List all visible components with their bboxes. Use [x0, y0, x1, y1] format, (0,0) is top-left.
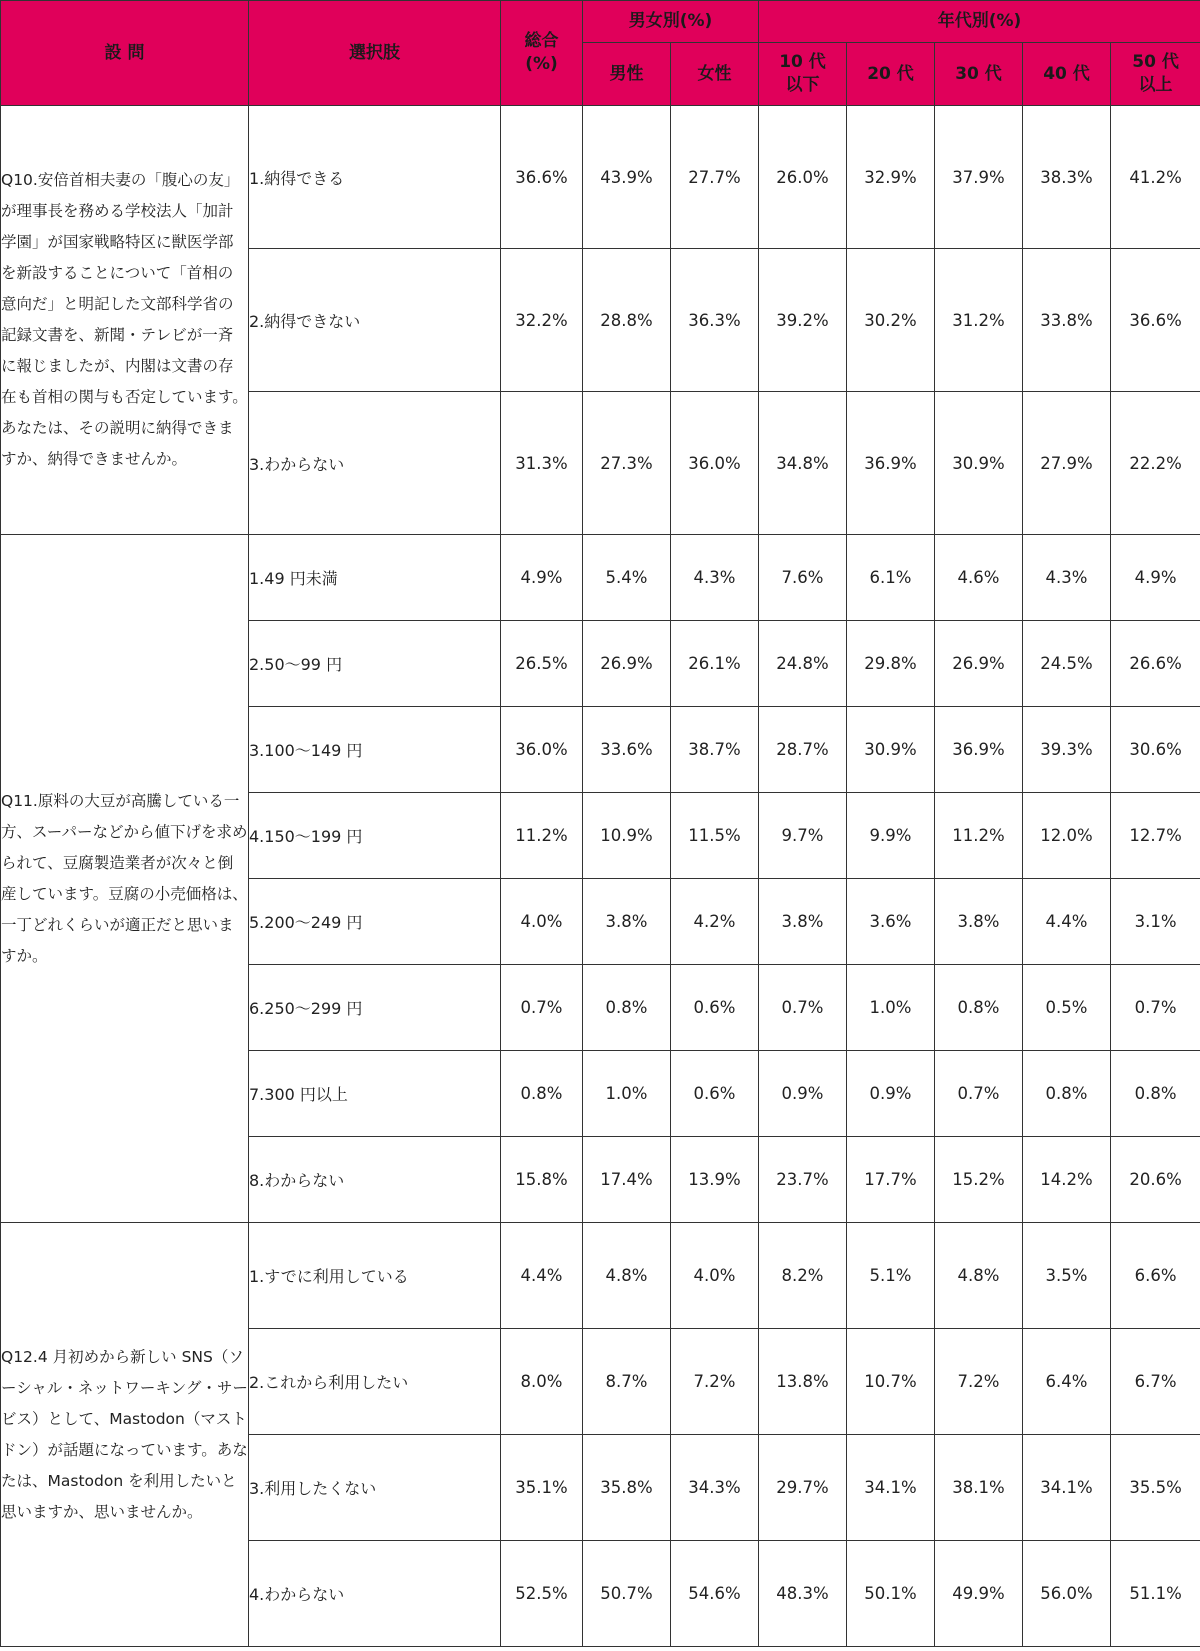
value-cell: 8.0% — [501, 1329, 583, 1435]
value-cell: 38.7% — [671, 707, 759, 793]
value-cell: 14.2% — [1023, 1137, 1111, 1223]
value-cell: 0.7% — [759, 965, 847, 1051]
header-age-50: 50 代 以上 — [1111, 43, 1200, 106]
value-cell: 24.8% — [759, 621, 847, 707]
option-label: 1.納得できる — [249, 106, 501, 249]
header-female: 女性 — [671, 43, 759, 106]
value-cell: 10.7% — [847, 1329, 935, 1435]
value-cell: 4.0% — [501, 879, 583, 965]
value-cell: 27.3% — [583, 392, 671, 535]
value-cell: 4.3% — [671, 535, 759, 621]
option-label: 2.50～99 円 — [249, 621, 501, 707]
value-cell: 5.4% — [583, 535, 671, 621]
value-cell: 13.8% — [759, 1329, 847, 1435]
question-text: Q12.4 月初めから新しい SNS（ソーシャル・ネットワーキング・サービス）として、Mastodon（マストドン）が話題になっています。あなたは、Mastodon を利用したいと思いますか、思いませんか。 — [1, 1223, 249, 1647]
value-cell: 0.6% — [671, 965, 759, 1051]
value-cell: 23.7% — [759, 1137, 847, 1223]
header-male: 男性 — [583, 43, 671, 106]
value-cell: 24.5% — [1023, 621, 1111, 707]
value-cell: 0.8% — [935, 965, 1023, 1051]
value-cell: 10.9% — [583, 793, 671, 879]
value-cell: 54.6% — [671, 1541, 759, 1647]
value-cell: 36.0% — [671, 392, 759, 535]
value-cell: 11.2% — [501, 793, 583, 879]
value-cell: 0.8% — [1023, 1051, 1111, 1137]
value-cell: 3.8% — [583, 879, 671, 965]
value-cell: 26.9% — [583, 621, 671, 707]
value-cell: 3.1% — [1111, 879, 1200, 965]
value-cell: 27.7% — [671, 106, 759, 249]
value-cell: 28.8% — [583, 249, 671, 392]
value-cell: 31.3% — [501, 392, 583, 535]
value-cell: 26.5% — [501, 621, 583, 707]
value-cell: 15.2% — [935, 1137, 1023, 1223]
value-cell: 1.0% — [847, 965, 935, 1051]
value-cell: 0.8% — [583, 965, 671, 1051]
value-cell: 35.5% — [1111, 1435, 1200, 1541]
header-total: 総合 (%) — [501, 1, 583, 106]
value-cell: 37.9% — [935, 106, 1023, 249]
value-cell: 4.8% — [935, 1223, 1023, 1329]
option-label: 6.250～299 円 — [249, 965, 501, 1051]
value-cell: 3.6% — [847, 879, 935, 965]
value-cell: 11.5% — [671, 793, 759, 879]
value-cell: 26.9% — [935, 621, 1023, 707]
value-cell: 8.2% — [759, 1223, 847, 1329]
option-label: 3.わからない — [249, 392, 501, 535]
value-cell: 6.7% — [1111, 1329, 1200, 1435]
option-label: 8.わからない — [249, 1137, 501, 1223]
value-cell: 3.8% — [759, 879, 847, 965]
value-cell: 9.9% — [847, 793, 935, 879]
header-age-10: 10 代 以下 — [759, 43, 847, 106]
value-cell: 0.7% — [501, 965, 583, 1051]
value-cell: 36.3% — [671, 249, 759, 392]
value-cell: 3.8% — [935, 879, 1023, 965]
value-cell: 6.4% — [1023, 1329, 1111, 1435]
value-cell: 36.0% — [501, 707, 583, 793]
value-cell: 48.3% — [759, 1541, 847, 1647]
value-cell: 0.9% — [847, 1051, 935, 1137]
value-cell: 8.7% — [583, 1329, 671, 1435]
value-cell: 34.8% — [759, 392, 847, 535]
option-label: 2.納得できない — [249, 249, 501, 392]
value-cell: 29.7% — [759, 1435, 847, 1541]
value-cell: 41.2% — [1111, 106, 1200, 249]
value-cell: 3.5% — [1023, 1223, 1111, 1329]
value-cell: 50.7% — [583, 1541, 671, 1647]
value-cell: 17.7% — [847, 1137, 935, 1223]
value-cell: 52.5% — [501, 1541, 583, 1647]
survey-body — [1, 106, 1200, 1647]
option-label: 1.すでに利用している — [249, 1223, 501, 1329]
option-label: 2.これから利用したい — [249, 1329, 501, 1435]
value-cell: 39.2% — [759, 249, 847, 392]
value-cell: 0.8% — [501, 1051, 583, 1137]
value-cell: 11.2% — [935, 793, 1023, 879]
value-cell: 29.8% — [847, 621, 935, 707]
header-age-group: 年代別(%) — [759, 1, 1200, 43]
value-cell: 26.6% — [1111, 621, 1200, 707]
value-cell: 0.9% — [759, 1051, 847, 1137]
table-row — [1, 535, 1200, 621]
value-cell: 26.1% — [671, 621, 759, 707]
value-cell: 49.9% — [935, 1541, 1023, 1647]
value-cell: 34.1% — [847, 1435, 935, 1541]
value-cell: 4.9% — [501, 535, 583, 621]
value-cell: 28.7% — [759, 707, 847, 793]
value-cell: 38.1% — [935, 1435, 1023, 1541]
header-row-1 — [1, 1, 1200, 43]
value-cell: 22.2% — [1111, 392, 1200, 535]
question-text: Q11.原料の大豆が高騰している一方、スーパーなどから値下げを求められて、豆腐製造業者が次々と倒産しています。豆腐の小売価格は、一丁どれくらいが適正だと思いますか。 — [1, 535, 249, 1223]
value-cell: 56.0% — [1023, 1541, 1111, 1647]
value-cell: 30.9% — [935, 392, 1023, 535]
value-cell: 36.9% — [847, 392, 935, 535]
value-cell: 17.4% — [583, 1137, 671, 1223]
value-cell: 13.9% — [671, 1137, 759, 1223]
table-row — [1, 106, 1200, 249]
value-cell: 30.9% — [847, 707, 935, 793]
value-cell: 51.1% — [1111, 1541, 1200, 1647]
value-cell: 34.1% — [1023, 1435, 1111, 1541]
value-cell: 33.8% — [1023, 249, 1111, 392]
value-cell: 0.7% — [935, 1051, 1023, 1137]
value-cell: 31.2% — [935, 249, 1023, 392]
value-cell: 0.5% — [1023, 965, 1111, 1051]
value-cell: 7.6% — [759, 535, 847, 621]
value-cell: 33.6% — [583, 707, 671, 793]
value-cell: 5.1% — [847, 1223, 935, 1329]
value-cell: 27.9% — [1023, 392, 1111, 535]
option-label: 3.利用したくない — [249, 1435, 501, 1541]
header-question: 設 問 — [1, 1, 249, 106]
value-cell: 1.0% — [583, 1051, 671, 1137]
option-label: 3.100～149 円 — [249, 707, 501, 793]
option-label: 4.わからない — [249, 1541, 501, 1647]
option-label: 5.200～249 円 — [249, 879, 501, 965]
value-cell: 4.8% — [583, 1223, 671, 1329]
value-cell: 32.2% — [501, 249, 583, 392]
value-cell: 38.3% — [1023, 106, 1111, 249]
value-cell: 7.2% — [935, 1329, 1023, 1435]
value-cell: 35.1% — [501, 1435, 583, 1541]
value-cell: 30.2% — [847, 249, 935, 392]
value-cell: 9.7% — [759, 793, 847, 879]
header-age-30: 30 代 — [935, 43, 1023, 106]
value-cell: 26.0% — [759, 106, 847, 249]
question-text: Q10.安倍首相夫妻の「腹心の友」が理事長を務める学校法人「加計学園」が国家戦略特区に獣医学部を新設することについて「首相の意向だ」と明記した文部科学省の記録文書を、新聞・テレビが一斉に報じましたが、内閣は文書の存在も首相の関与も否定しています。あなたは、その説明に納得できますか、納得できませんか。 — [1, 106, 249, 535]
table-row — [1, 1223, 1200, 1329]
value-cell: 4.9% — [1111, 535, 1200, 621]
value-cell: 4.4% — [501, 1223, 583, 1329]
value-cell: 20.6% — [1111, 1137, 1200, 1223]
value-cell: 50.1% — [847, 1541, 935, 1647]
header-gender-group: 男女別(%) — [583, 1, 759, 43]
value-cell: 36.9% — [935, 707, 1023, 793]
value-cell: 6.1% — [847, 535, 935, 621]
value-cell: 39.3% — [1023, 707, 1111, 793]
value-cell: 4.3% — [1023, 535, 1111, 621]
value-cell: 4.6% — [935, 535, 1023, 621]
value-cell: 6.6% — [1111, 1223, 1200, 1329]
value-cell: 32.9% — [847, 106, 935, 249]
option-label: 1.49 円未満 — [249, 535, 501, 621]
value-cell: 34.3% — [671, 1435, 759, 1541]
header-age-40: 40 代 — [1023, 43, 1111, 106]
value-cell: 36.6% — [1111, 249, 1200, 392]
value-cell: 0.7% — [1111, 965, 1200, 1051]
value-cell: 36.6% — [501, 106, 583, 249]
value-cell: 0.6% — [671, 1051, 759, 1137]
value-cell: 12.0% — [1023, 793, 1111, 879]
value-cell: 43.9% — [583, 106, 671, 249]
value-cell: 4.0% — [671, 1223, 759, 1329]
value-cell: 0.8% — [1111, 1051, 1200, 1137]
value-cell: 12.7% — [1111, 793, 1200, 879]
option-label: 4.150～199 円 — [249, 793, 501, 879]
header-option: 選択肢 — [249, 1, 501, 106]
option-label: 7.300 円以上 — [249, 1051, 501, 1137]
header-age-20: 20 代 — [847, 43, 935, 106]
value-cell: 15.8% — [501, 1137, 583, 1223]
value-cell: 30.6% — [1111, 707, 1200, 793]
value-cell: 4.2% — [671, 879, 759, 965]
value-cell: 4.4% — [1023, 879, 1111, 965]
value-cell: 35.8% — [583, 1435, 671, 1541]
value-cell: 7.2% — [671, 1329, 759, 1435]
